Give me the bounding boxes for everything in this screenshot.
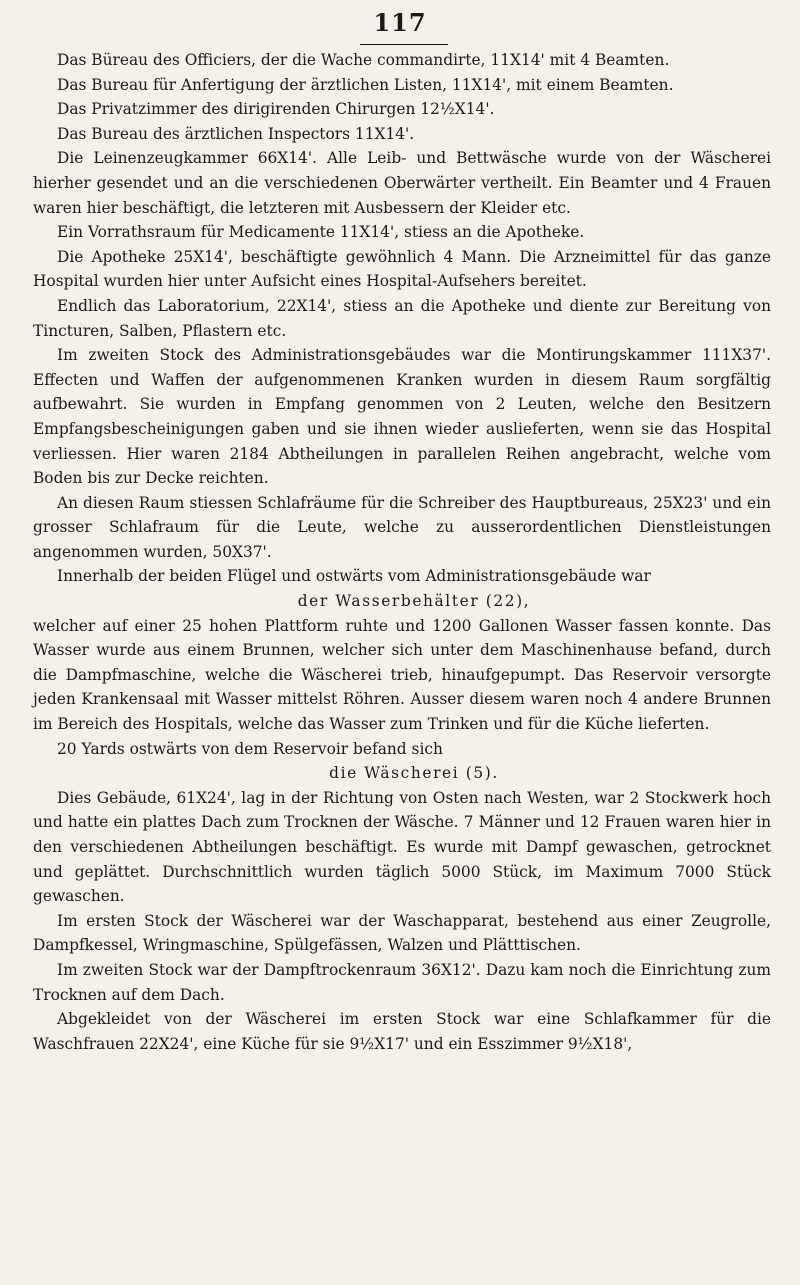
paragraph: welcher auf einer 25 hohen Plattform ruhte und 1200 Gallonen Wasser fassen konnte. Das Wasser wurde aus einem Brunnen, welcher sich unter dem Maschinenhause befand, durch die Dampfmaschine, welche die Wäscherei trieb, hinaufgepumpt. Das Reservoir versorgte jeden Krankensaal mit Wasser mittelst Röhren. Ausser diesem waren noch 4 andere Brunnen im Bereich des Hospitals, welche das Wasser zum Trinken und für die Küche lieferten.	[33, 616, 771, 734]
paragraph: Die Apotheke 25X14', beschäftigte gewöhnlich 4 Mann. Die Arzneimittel für das ganze Hospital wurden hier unter Aufsicht eines Hospital-Aufsehers bereitet.	[33, 247, 771, 291]
paragraph: Das Bureau des ärztlichen Inspectors 11X14'.	[57, 124, 415, 143]
page-number: 117	[373, 8, 427, 37]
section-heading-laundry: die Wäscherei (5).	[329, 764, 499, 783]
paragraph: An diesen Raum stiessen Schlafräume für die Schreiber des Hauptbureaus, 25X23' und ein grosser Schlafraum für die Leute, welche zu ausserordentlichen Dienstleistungen angenommen wurden, 50X37'.	[33, 493, 771, 561]
paragraph: Ein Vorrathsraum für Medicamente 11X14', stiess an die Apotheke.	[57, 223, 585, 242]
paragraph: Das Büreau des Officiers, der die Wache commandirte, 11X14' mit 4 Beamten.	[57, 51, 670, 69]
paragraph: Im zweiten Stock war der Dampftrockenraum 36X12'. Dazu kam noch die Einrichtung zum Trocknen auf dem Dach.	[33, 960, 771, 1004]
section-heading-water-tank: der Wasserbehälter (22),	[297, 592, 531, 611]
body-text	[33, 48, 771, 1056]
paragraph: Innerhalb der beiden Flügel und ostwärts vom Administrationsgebäude war	[57, 567, 651, 586]
paragraph: Im ersten Stock der Wäscherei war der Waschapparat, bestehend aus einer Zeugrolle, Dampfkessel, Wringmaschine, Spülgefässen, Walzen und Plätttischen.	[33, 911, 771, 955]
paragraph: Das Bureau für Anfertigung der ärztlichen Listen, 11X14', mit einem Beamten.	[57, 75, 674, 94]
paragraph: Die Leinenzeugkammer 66X14'. Alle Leib- und Bettwäsche wurde von der Wäscherei hierher gesendet und an die verschiedenen Oberwärter vertheilt. Ein Beamter und 4 Frauen waren hier beschäftigt, die letzteren mit Ausbessern der Kleider etc.	[33, 149, 771, 217]
paragraph: 20 Yards ostwärts von dem Reservoir befand sich	[57, 739, 443, 758]
paragraph: Das Privatzimmer des dirigirenden Chirurgen 12½X14'.	[57, 100, 495, 119]
paragraph: Im zweiten Stock des Administrationsgebäudes war die Montirungskammer 111X37'. Effecten und Waffen der aufgenommenen Kranken wurden in diesem Raum sorgfältig aufbewahrt. Sie wurden in Empfang genommen von 2 Leuten, welche den Besitzern Empfangsbescheinigungen gaben und sie ihnen wieder auslieferten, wenn sie das Hospital verliessen. Hier waren 2184 Abtheilungen in parallelen Reihen angebracht, welche vom Boden bis zur Decke reichten.	[33, 346, 771, 488]
page-number-rule	[360, 44, 448, 45]
paragraph: Dies Gebäude, 61X24', lag in der Richtung von Osten nach Westen, war 2 Stockwerk hoch und hatte ein plattes Dach zum Trocknen der Wäsche. 7 Männer und 12 Frauen waren hier in den verschiedenen Abtheilungen beschäftigt. Es wurde mit Dampf gewaschen, getrocknet und geplättet. Durchschnittlich wurden täglich 5000 Stück, im Maximum 7000 Stück gewaschen.	[33, 788, 771, 906]
paragraph: Endlich das Laboratorium, 22X14', stiess an die Apotheke und diente zur Bereitung von Tincturen, Salben, Pflastern etc.	[33, 296, 771, 340]
paragraph: Abgekleidet von der Wäscherei im ersten Stock war eine Schlafkammer für die Waschfrauen 22X24', eine Küche für sie 9½X17' und ein Esszimmer 9½X18',	[33, 1010, 771, 1053]
